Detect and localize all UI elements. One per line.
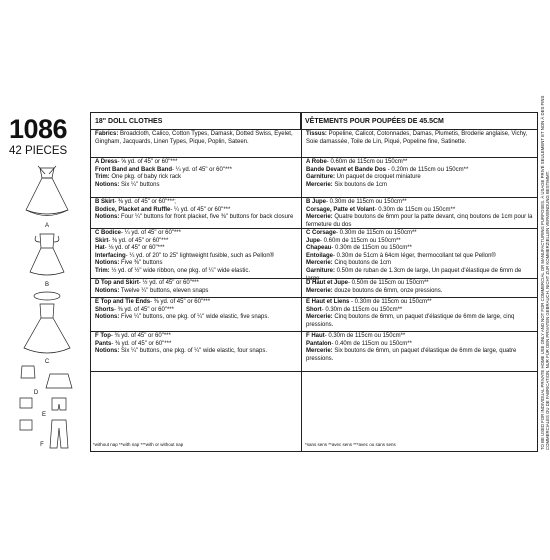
english-cell <box>91 230 301 276</box>
item-label: Bodice, Placket and Ruffle <box>95 206 171 213</box>
shorts-e <box>52 398 66 410</box>
item-value: - 0.30m de 115cm ou 150cm** <box>326 199 407 205</box>
table-row <box>91 298 537 332</box>
item-label: F Haut <box>306 333 325 339</box>
item-label: Garniture: <box>306 267 336 274</box>
figure-label-d: D <box>33 390 39 396</box>
item-label: Front Band and Back Band <box>95 166 173 173</box>
item-value: - 0.30m de 115cm ou 150cm** <box>374 206 456 213</box>
item-label: Hat <box>95 245 105 252</box>
requirement-line <box>306 131 536 146</box>
item-label: Notions: <box>95 214 120 221</box>
item-label: Fabrics: <box>95 131 119 137</box>
item-value: - 0.30m de 115cm ou 150cm** <box>331 245 412 252</box>
item-label: A Dress <box>95 159 118 165</box>
item-value: - ⅜ yd. of 45" or 60"***; <box>114 199 176 205</box>
item-label: Notions: <box>95 287 120 294</box>
requirement-line <box>306 333 536 341</box>
garment-line-drawings <box>16 164 78 450</box>
item-label: Mercerie: <box>306 314 333 321</box>
item-label: Tissus: <box>306 131 327 137</box>
requirement-line <box>306 182 536 190</box>
table-row <box>91 158 537 198</box>
requirement-line <box>95 159 301 167</box>
item-value: Popeline, Calicot, Cotonnades, Damas, Plumetis, Broderie anglaise, Vichy, Soie damassée, Toile de Lin, Piqué, Popeline fine, Satinette. <box>306 131 528 145</box>
legal-line-1: TO BE USED FOR INDIVIDUAL PRIVATE HOME USE ONLY AND NOT FOR COMMERCIAL OR MANUFACTURING PURPOSES. À USAGE PRIVÉ SEULEMENT ET NON À DES FINS <box>540 95 545 450</box>
item-label: Notions: <box>95 181 120 188</box>
requirement-line <box>95 314 301 322</box>
item-value: - 0.60m de 115cm ou 150cm** <box>326 159 408 165</box>
requirement-line <box>306 260 536 268</box>
requirement-line <box>95 268 301 276</box>
item-value: - 0.30m de 115cm ou 150cm** <box>336 230 417 236</box>
english-cell <box>91 299 301 322</box>
french-cell <box>302 230 536 283</box>
french-cell <box>302 280 536 295</box>
item-value: Un paquet de croquet miniature <box>335 174 421 181</box>
item-label: Notions: <box>95 260 120 267</box>
requirement-line <box>95 299 301 307</box>
item-value: Cinq boutons de 6mm, un paquet d'élastique de 6mm de large, cinq pressions. <box>306 314 515 328</box>
item-value: Twelve ¼" buttons, eleven snaps <box>119 287 209 294</box>
french-cell <box>302 199 536 229</box>
item-value: Cinq boutons de 1cm <box>332 260 392 267</box>
item-label: F Top <box>95 333 111 339</box>
item-label: Mercerie: <box>306 214 333 221</box>
requirement-line <box>95 260 301 268</box>
requirement-line <box>95 253 301 261</box>
requirement-line <box>95 288 301 296</box>
item-label: C Bodice <box>95 230 122 236</box>
garment-illustrations <box>16 164 78 450</box>
dress-a-bodice <box>40 168 54 178</box>
item-value: 0.50m de ruban de 1.3cm de large, Un paquet d'élastique de 6mm de large <box>306 267 522 282</box>
requirement-line <box>95 348 301 356</box>
item-label: E Haut et Liens <box>306 299 350 305</box>
top-d <box>21 366 35 378</box>
french-header: VÊTEMENTS POUR POUPÉES DE 45.5CM <box>301 113 537 130</box>
item-label: Skirt <box>95 237 109 244</box>
requirement-line <box>306 307 536 315</box>
english-cell <box>91 333 301 356</box>
item-label: Entoilage <box>306 252 334 259</box>
item-label: Chapeau <box>306 245 332 252</box>
requirement-line <box>95 341 301 349</box>
item-value: - ⅜ yd. of 45" or 60"*** <box>108 237 169 244</box>
requirement-line <box>95 307 301 315</box>
requirement-line <box>95 174 301 182</box>
requirement-line <box>95 131 301 146</box>
item-value: Six ¼" buttons, one pkg. of ¼" wide elastic, four snaps. <box>119 348 268 355</box>
dress-c-skirt <box>24 318 70 353</box>
item-value: - 0.30m de 115cm ou 150cm** <box>349 299 432 305</box>
item-label: Shorts <box>95 306 115 313</box>
item-value: - ¼ yd. of 45" or 60"*** <box>170 206 231 213</box>
figure-label-b: B <box>44 282 50 288</box>
requirement-line <box>306 280 536 288</box>
item-value: - ½ yd. of 45" or 60"*** <box>138 280 199 286</box>
requirement-line <box>95 207 301 215</box>
requirement-line <box>306 288 536 296</box>
item-label: Mercerie: <box>306 348 333 355</box>
requirement-line <box>95 280 301 288</box>
piece-count: 42 PIECES <box>9 145 68 157</box>
item-label: B Skirt <box>95 199 115 205</box>
item-value: - ⅜ yd. of 45" or 60"*** <box>114 306 174 313</box>
item-label: Garniture: <box>306 174 336 181</box>
item-label: Bande Devant et Bande Dos <box>306 166 387 173</box>
item-label: Mercerie: <box>306 181 333 188</box>
item-label: Mercerie: <box>306 287 333 294</box>
requirement-line <box>95 333 301 341</box>
requirement-line <box>306 238 536 246</box>
table-row <box>91 279 537 298</box>
item-value: Six boutons de 1cm <box>332 181 388 188</box>
requirement-line <box>306 341 536 349</box>
requirement-line <box>95 245 301 253</box>
yardage-table <box>90 112 538 452</box>
pattern-envelope-back <box>8 112 538 452</box>
top-f <box>20 420 32 430</box>
item-label: A Robe <box>306 159 327 165</box>
item-label: D Top and Skirt <box>95 280 139 286</box>
legal-line-2: COMMERCIALES OU DE FABRICATION. NUR FÜR DEN PRIVATEN GEBRAUCH. NICHT ZUR KOMMERZIELLEN VERWENDUNG BESTIMMT. <box>545 171 550 450</box>
english-cell <box>91 199 301 222</box>
item-label: Corsage, Patte et Volant <box>306 206 375 213</box>
hat-c <box>34 292 60 300</box>
item-label: Notions: <box>95 348 120 355</box>
item-value: - ⅜ yd. of 45" or 60"*** <box>111 340 172 347</box>
item-label: Short <box>306 306 322 313</box>
item-value: - 0.30m de 115cm ou 150cm** <box>324 333 406 339</box>
item-value: - 0.30m de 51cm à 64cm léger, thermocollant tel que Pellon® <box>333 252 496 259</box>
item-value: Four ¼" buttons for front placket, five ⅜" buttons for back closure <box>119 214 294 221</box>
french-cell <box>302 299 536 329</box>
item-value: - 0.30m de 115cm ou 150cm** <box>321 306 403 313</box>
english-cell <box>91 280 301 295</box>
requirement-line <box>306 199 536 207</box>
item-label: C Corsage <box>306 230 337 236</box>
item-value: One pkg. of baby rick rack <box>109 174 182 181</box>
requirement-line <box>306 348 536 363</box>
footnote-french: *sans sens **avec sens ***avec ou sans sens <box>305 442 396 447</box>
french-cell <box>302 131 536 146</box>
footnote-english: *without nap **with nap ***with or without nap <box>93 442 184 447</box>
top-e <box>20 398 32 408</box>
requirement-line <box>306 207 536 215</box>
item-label: Trim: <box>95 267 110 274</box>
skirt-d <box>46 374 72 388</box>
item-value: - 0.40m de 115cm ou 150cm** <box>331 340 412 347</box>
item-value: - ⅜ yd. of 45" or 60"*** <box>110 333 171 339</box>
french-cell <box>302 333 536 363</box>
item-value: Five ¼" buttons, one pkg. of ¼" wide elastic, five snaps. <box>119 314 269 321</box>
item-value: Quatre boutons de 6mm pour la patte devant, cinq boutons de 1cm pour la fermeture du dos <box>306 214 533 228</box>
requirement-line <box>95 167 301 175</box>
item-value: Five ⅜" buttons <box>119 260 163 267</box>
requirement-line <box>95 230 301 238</box>
requirement-line <box>306 314 536 329</box>
requirement-line <box>95 182 301 190</box>
english-cell <box>91 131 301 146</box>
item-label: Trim: <box>95 174 110 181</box>
figure-label-c: C <box>44 359 50 365</box>
item-label: Pants <box>95 340 112 347</box>
item-label: E Top and Tie Ends <box>95 299 151 305</box>
item-value: Six boutons de 6mm, un paquet d'élastique de 6mm de large, quatre pressions. <box>306 348 517 362</box>
requirement-line <box>306 167 536 175</box>
dress-b-sleeves <box>35 236 59 242</box>
dress-a-skirt <box>26 178 68 214</box>
item-value: - ¼ yd. of 45" or 60"*** <box>121 230 181 236</box>
figure-label-f: F <box>40 442 44 448</box>
item-value: douze boutons de 6mm, onze pressions. <box>332 287 443 294</box>
item-value: - 0.60m de 115cm ou 150cm** <box>320 237 401 244</box>
requirement-line <box>306 253 536 261</box>
requirement-line <box>306 245 536 253</box>
item-label: Mercerie: <box>306 260 333 267</box>
legal-side-text <box>538 95 550 450</box>
pants-f <box>50 420 68 448</box>
requirement-line <box>306 159 536 167</box>
requirement-line <box>95 199 301 207</box>
english-cell <box>91 159 301 189</box>
english-header: 18" DOLL CLOTHES <box>91 113 301 130</box>
requirement-line <box>306 230 536 238</box>
item-value: Six ¼" buttons <box>119 181 160 188</box>
item-value: ½ yd. of ½" wide ribbon, one pkg. of ¼" wide elastic. <box>109 267 251 274</box>
item-label: B Jupe <box>306 199 327 205</box>
table-row <box>91 332 537 372</box>
figure-label-e: E <box>41 412 47 418</box>
pattern-number: 1086 <box>9 114 68 144</box>
item-value: - 0.20m de 115cm ou 150cm** <box>386 166 469 173</box>
table-row <box>91 229 537 282</box>
requirement-line <box>95 238 301 246</box>
french-cell <box>302 159 536 189</box>
dress-c-bodice <box>40 304 54 318</box>
item-value: - ⅝ yd. of 45" or 60"*** <box>117 159 178 165</box>
item-label: Notions: <box>95 314 120 321</box>
dress-b-skirt <box>30 248 64 275</box>
item-value: Broadcloth, Calico, Cotton Types, Damask, Dotted Swiss, Eyelet, Gingham, Jacquards, Linen Types, Pique, Poplin, Sateen. <box>95 131 293 145</box>
item-label: D Haut et Jupe <box>306 280 349 286</box>
requirement-line <box>306 174 536 182</box>
item-label: Pantalon <box>306 340 332 347</box>
dress-b-bodice <box>40 234 54 248</box>
item-value: - ¼ yd. of 45" or 60"*** <box>172 166 232 173</box>
figure-label-a: A <box>44 223 50 229</box>
item-value: - ⅜ yd. of 45" or 60"*** <box>150 299 211 305</box>
item-label: Interfacing <box>95 252 126 259</box>
table-row <box>91 198 537 229</box>
item-label: Jupe <box>306 237 321 244</box>
item-value: - ¼ yd. of 20" to 25" lightweight fusible, such as Pellon® <box>125 252 275 259</box>
requirement-line <box>306 299 536 307</box>
item-value: - 0.50m de 115cm ou 150cm** <box>348 280 429 286</box>
item-value: - ⅛ yd. of 45" or 60"*** <box>104 245 165 252</box>
requirement-line <box>306 214 536 229</box>
table-row <box>91 130 537 158</box>
requirement-line <box>95 214 301 222</box>
dress-a-hem <box>26 210 68 216</box>
left-panel <box>8 112 88 452</box>
